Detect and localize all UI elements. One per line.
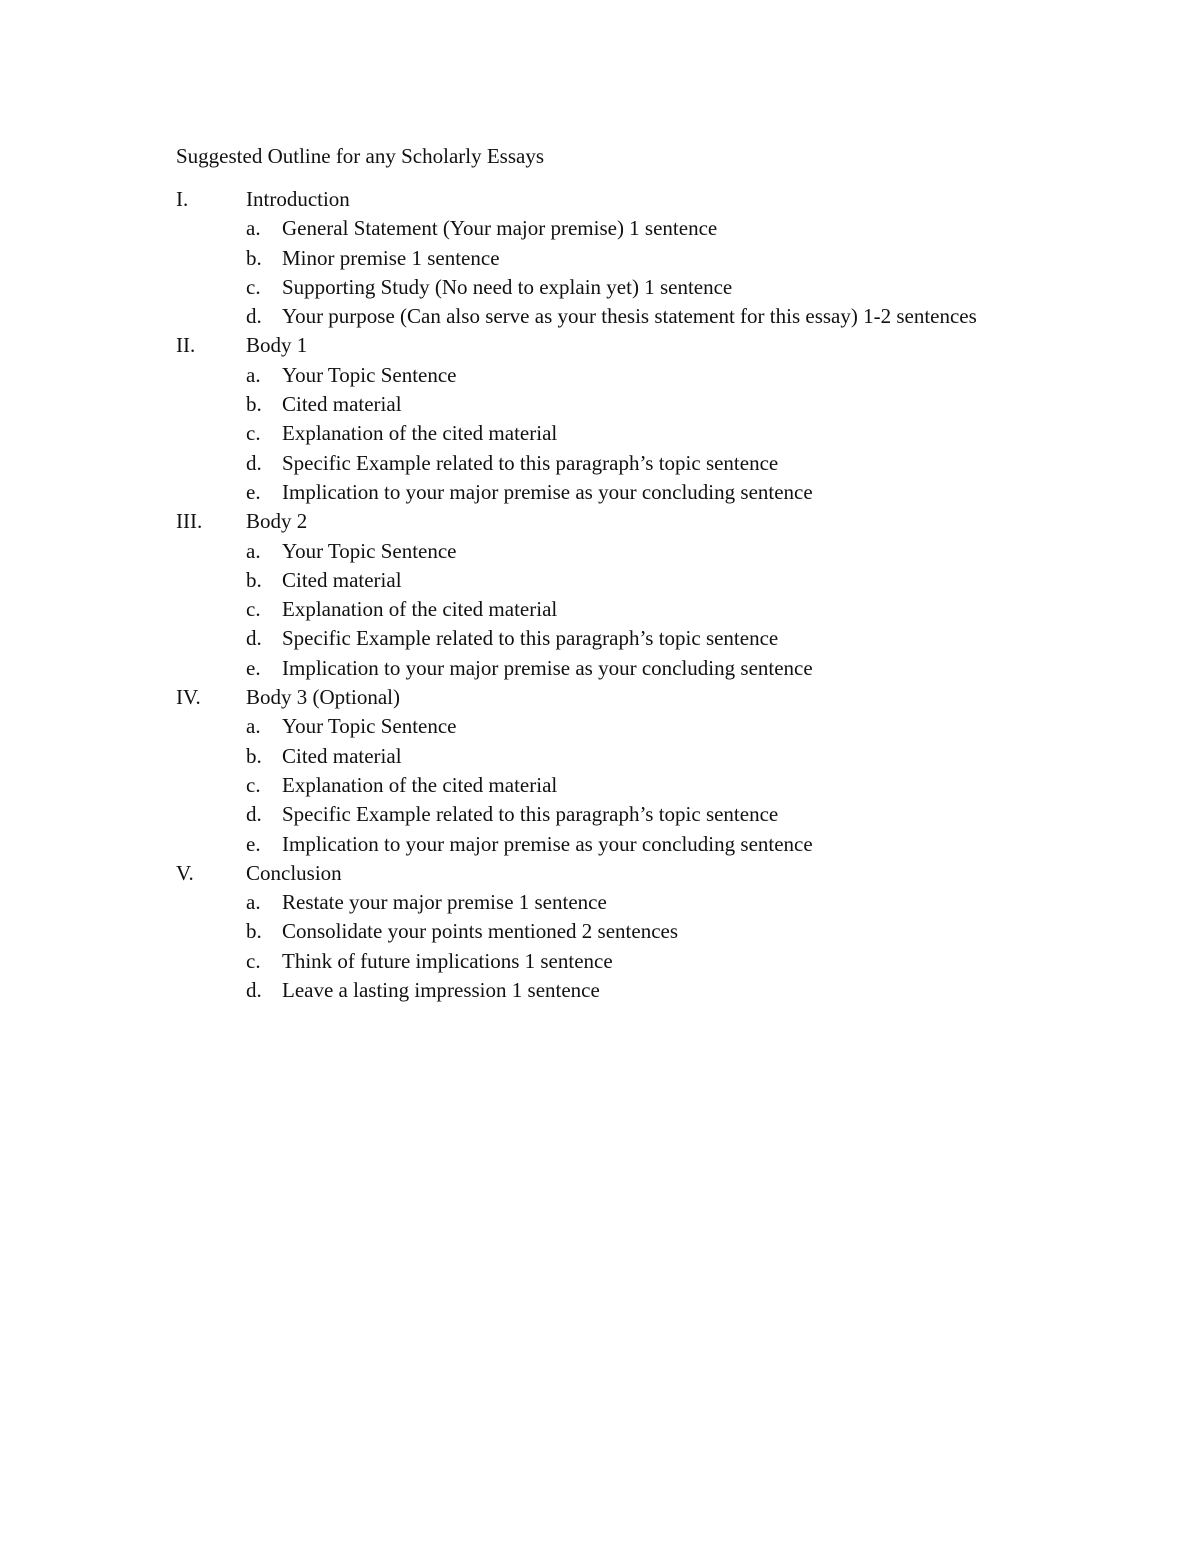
outline-section [176,185,996,331]
item-letter: b. [246,567,262,592]
item-text: Cited material [282,743,402,768]
item-text: Implication to your major premise as your concluding sentence [282,479,813,504]
item-text: Specific Example related to this paragraph’s topic sentence [282,802,779,827]
outline-section [176,683,996,859]
item-text: General Statement (Your major premise) 1 sentence [282,216,718,241]
item-text: Your purpose (Can also serve as your thesis statement for this essay) 1-2 sentences [282,304,977,329]
outline-section [176,331,996,507]
list-item [176,478,996,507]
item-letter: d. [246,304,262,329]
list-item [176,712,996,741]
item-letter: e. [246,655,261,680]
item-text: Specific Example related to this paragraph’s topic sentence [282,450,779,475]
item-text: Explanation of the cited material [282,772,558,797]
item-letter: e. [246,831,261,856]
outline-section [176,859,996,1005]
item-text: Cited material [282,392,402,417]
item-letter: a. [246,216,261,241]
item-letter: b. [246,743,262,768]
item-letter: e. [246,479,261,504]
item-text: Your Topic Sentence [282,714,457,739]
section-heading-row [176,859,996,888]
section-heading-row [176,185,996,214]
section-heading: Introduction [246,187,350,211]
section-heading: Body 2 [246,509,308,534]
item-letter: c. [246,421,261,446]
section-items [176,712,996,858]
list-item [176,244,996,273]
essay-outline [176,185,996,1005]
list-item [176,917,996,946]
section-heading-row [176,331,996,360]
list-item [176,654,996,683]
section-heading-row [176,507,996,536]
item-letter: b. [246,919,262,944]
list-item [176,214,996,243]
list-item [176,537,996,566]
list-item [176,830,996,859]
list-item [176,800,996,829]
list-item [176,419,996,448]
item-letter: d. [246,626,262,651]
section-items [176,361,996,507]
section-heading: Body 1 [246,333,308,358]
list-item [176,302,996,331]
section-items [176,214,996,331]
item-text: Leave a lasting impression 1 sentence [282,978,600,1003]
list-item [176,273,996,302]
list-item [176,390,996,419]
list-item [176,947,996,976]
item-text: Cited material [282,567,402,592]
list-item [176,771,996,800]
list-item [176,624,996,653]
item-letter: c. [246,772,261,797]
section-numeral: III. [176,509,203,534]
item-letter: b. [246,392,262,417]
item-text: Explanation of the cited material [282,597,558,622]
list-item [176,566,996,595]
list-item [176,449,996,478]
section-numeral: I. [176,187,189,211]
item-letter: a. [246,890,261,915]
item-letter: a. [246,714,261,739]
item-text: Consolidate your points mentioned 2 sentences [282,919,679,944]
section-numeral: II. [176,333,196,358]
list-item [176,361,996,390]
section-heading-row [176,683,996,712]
item-text: Think of future implications 1 sentence [282,948,613,973]
item-text: Explanation of the cited material [282,421,558,446]
item-letter: b. [246,245,262,270]
item-text: Implication to your major premise as your concluding sentence [282,831,813,856]
item-letter: a. [246,362,261,387]
list-item [176,742,996,771]
item-text: Your Topic Sentence [282,362,457,387]
item-letter: a. [246,538,261,563]
section-numeral: IV. [176,685,201,710]
section-heading: Conclusion [246,860,342,885]
section-heading: Body 3 (Optional) [246,685,400,710]
item-letter: d. [246,978,262,1003]
item-text: Supporting Study (No need to explain yet) 1 sentence [282,274,733,299]
item-text: Implication to your major premise as your concluding sentence [282,655,813,680]
item-text: Specific Example related to this paragraph’s topic sentence [282,626,779,651]
list-item [176,888,996,917]
item-letter: c. [246,274,261,299]
section-items [176,888,996,1005]
item-text: Your Topic Sentence [282,538,457,563]
list-item [176,595,996,624]
item-letter: d. [246,450,262,475]
item-text: Restate your major premise 1 sentence [282,890,607,915]
outline-section [176,507,996,683]
item-letter: c. [246,597,261,622]
item-text: Minor premise 1 sentence [282,245,500,270]
section-items [176,537,996,683]
section-numeral: V. [176,860,194,885]
list-item [176,976,996,1005]
item-letter: c. [246,948,261,973]
item-letter: d. [246,802,262,827]
document-title: Suggested Outline for any Scholarly Essays [176,144,545,168]
